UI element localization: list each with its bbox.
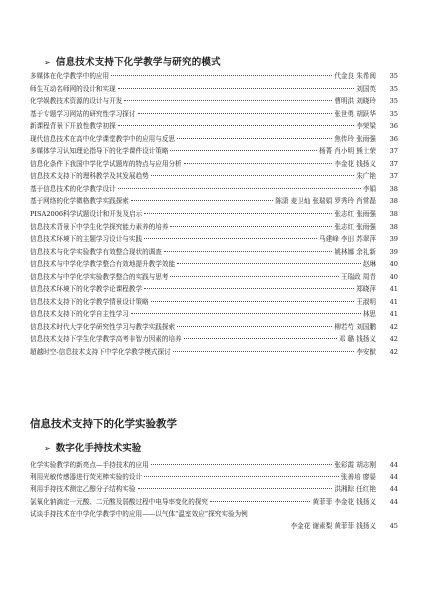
dot-leader: [177, 138, 332, 139]
entry-meta: [30, 520, 398, 532]
entry-authors: 李娟: [362, 184, 376, 193]
entry-authors: 邓 璐 钱扬义: [338, 335, 376, 344]
toc-entry[interactable]: [30, 95, 398, 108]
entry-authors: 代金良 朱希阅: [334, 72, 376, 80]
section-heading-handheld-experiments: [44, 440, 141, 454]
dot-leader: [151, 464, 333, 465]
entry-authors: 张志红 张雨强: [334, 210, 376, 219]
entry-page: 40: [389, 272, 398, 281]
dot-leader: [184, 163, 333, 164]
entry-page: 35: [389, 109, 398, 118]
arrow-bullet-icon: ➢: [44, 444, 51, 453]
entry-title: 基于网络的化学微格教学实践探索: [30, 197, 129, 206]
entry-page: 37: [389, 147, 398, 156]
entry-page: 44: [389, 497, 398, 506]
toc-entry[interactable]: [30, 271, 398, 284]
entry-page: 42: [389, 348, 398, 357]
entry-title: 信息技术与中学化学教学整合有效地提升教学效能: [30, 260, 176, 269]
entry-authors: 郑晓萍: [356, 285, 376, 294]
entry-title: 信息技术支持下的化学教学情景设计策略: [30, 297, 149, 306]
dot-leader: [170, 226, 332, 227]
toc-entry[interactable]: [30, 308, 398, 321]
toc-entry[interactable]: [30, 258, 398, 271]
entry-page: 39: [389, 235, 398, 244]
dot-leader: [138, 488, 333, 489]
entry-title: 信息化条件下我国中学化学试题库的特点与应用分析: [30, 159, 182, 168]
entry-title: 化学实验教学的新亮点—手持技术的应用: [30, 461, 149, 469]
entry-title: 利用光敏传感器进行荧光棒实验的设计: [30, 473, 143, 482]
dot-leader: [118, 188, 361, 189]
dot-leader: [124, 100, 332, 101]
entry-authors: 马建峰 李田 苏翠萍: [319, 235, 376, 244]
toc-entry[interactable]: [30, 221, 398, 234]
entry-authors: 赵琳: [362, 260, 376, 269]
entry-title: 信息技术支持下学生化学教学高考非智力因素的培养: [30, 335, 182, 344]
toc-entry[interactable]: [30, 183, 398, 196]
toc-entry[interactable]: [30, 333, 398, 346]
dot-leader: [131, 313, 361, 314]
entry-title: 试谈手持技术在中学化学教学中的应用——以气体“温室效应”探究实验为例: [30, 509, 248, 518]
chapter-heading-experiment-teaching: 信息技术支持下的化学实验教学: [30, 418, 177, 430]
dot-leader: [173, 351, 355, 352]
entry-page: 42: [389, 322, 398, 331]
toc-entry[interactable]: [30, 195, 398, 208]
dot-leader: [177, 263, 361, 264]
entry-authors: 黄菲菲 李金花 钱扬义: [312, 497, 376, 506]
toc-entry[interactable]: [30, 321, 398, 334]
entry-page: 41: [389, 297, 398, 306]
section-heading-text: 信息技术支持下化学教学与研究的模式: [55, 57, 221, 68]
entry-title: PISA2006科学试题设计和开发及启示: [30, 210, 143, 219]
section-heading-text: 数字化手持技术实验: [55, 443, 142, 454]
entry-authors: 李金花 钱扬义: [334, 159, 376, 168]
dot-leader: [151, 175, 355, 176]
toc-entry[interactable]: [30, 471, 398, 483]
entry-page: 38: [389, 184, 398, 193]
toc-entry[interactable]: [30, 133, 398, 146]
dot-leader: [210, 501, 310, 502]
dot-leader: [184, 338, 337, 339]
entry-authors: 刘国英: [356, 84, 376, 93]
toc-entry[interactable]: [30, 120, 398, 133]
entry-page: 41: [389, 285, 398, 294]
entry-authors: 李金花 谢素梨 黄菲菲 钱扬义: [290, 521, 376, 530]
entry-authors: 张志红 张雨强: [334, 222, 376, 231]
dot-leader: [111, 75, 332, 76]
dot-leader: [170, 150, 317, 151]
dot-leader: [131, 200, 273, 201]
entry-authors: 林思: [362, 310, 376, 319]
entry-page: 42: [389, 335, 398, 344]
dot-leader: [118, 125, 355, 126]
dot-leader: [144, 213, 332, 214]
entry-title: 多媒体学习认知理论指导下的化学课件设计策略: [30, 147, 169, 156]
entry-title: 师生互动名师网的设计和实现: [30, 84, 116, 93]
entry-title: 现代信息技术在高中化学课堂教学中的应用与反思: [30, 134, 176, 143]
entry-page: 38: [389, 210, 398, 219]
toc-entry[interactable]: [30, 83, 398, 96]
entry-page: 39: [389, 247, 398, 256]
entry-title: 信息技术环境下的化学教学论课程教学: [30, 285, 143, 294]
entry-title: 信息技术支持下的化学自主性学习: [30, 310, 129, 319]
entry-title: 信息技术时代大学化学研究性学习与教学实践探索: [30, 322, 176, 331]
toc-entry[interactable]: [30, 158, 398, 171]
toc-entry[interactable]: [30, 170, 398, 183]
toc-list-teaching-models: [30, 70, 398, 359]
entry-page: 37: [389, 172, 398, 181]
entry-page: 38: [389, 197, 398, 206]
entry-title: 基于专题学习网站的研究性学习探讨: [30, 109, 136, 118]
entry-authors: 张善培 廖晏: [340, 473, 376, 482]
toc-entry[interactable]: [30, 70, 398, 83]
toc-entry[interactable]: [30, 496, 398, 508]
entry-title: 信息技术与化学实验教学有效整合现状的调查: [30, 247, 162, 256]
dot-leader: [177, 326, 332, 327]
entry-authors: 王淑明: [356, 297, 376, 306]
entry-page: 38: [389, 222, 398, 231]
dot-leader: [144, 476, 339, 477]
entry-title: 利用手持技术测定乙醇分子结构实验: [30, 485, 136, 494]
entry-page: 35: [389, 97, 398, 106]
entry-title: 基于信息技术的化学教学设计: [30, 184, 116, 193]
toc-entry[interactable]: [30, 108, 398, 121]
entry-authors: 王瑞政 周青: [340, 272, 376, 281]
entry-page: 37: [389, 159, 398, 168]
entry-authors: 张世勇 胡跃华: [334, 109, 376, 118]
entry-page: 36: [389, 134, 398, 143]
entry-authors: 柳若芍 刘国鹏: [334, 322, 376, 331]
entry-page: 35: [389, 84, 398, 93]
entry-authors: 陈潇 麦卫灿 张瑞娟 罗秀玲 肖常磊: [275, 197, 376, 206]
entry-page: 44: [389, 461, 398, 469]
toc-entry[interactable]: [30, 208, 398, 221]
entry-page: 36: [389, 122, 398, 131]
entry-authors: 张彩霞 胡志刚: [334, 461, 376, 469]
toc-entry[interactable]: [30, 459, 398, 471]
section-heading-teaching-models: [44, 54, 221, 68]
entry-authors: 洪湘踪 任红艳: [334, 485, 376, 494]
entry-title: 氯氧化钠滴定一元酸、二元酸及弱酸过程中电导率变化的探究: [30, 497, 209, 506]
entry-authors: 姚林娜 余礼新: [334, 247, 376, 256]
entry-page: 44: [389, 485, 398, 494]
dot-leader: [144, 288, 354, 289]
toc-entry[interactable]: [30, 283, 398, 296]
dot-leader: [144, 238, 317, 239]
entry-page: 45: [389, 521, 398, 530]
entry-page: 35: [389, 72, 398, 80]
toc-entry[interactable]: [30, 508, 398, 530]
entry-title: 新课程背景下开放性教学初探: [30, 122, 116, 131]
dot-leader: [118, 88, 355, 89]
entry-title: 化学娱教技术资源的设计与开发: [30, 97, 123, 106]
dot-leader: [151, 301, 355, 302]
entry-title: 超越时空-信息技术支持下中学化学教学模式探讨: [30, 348, 171, 357]
entry-title: 信息技术背景下中学生化学探究能力素养的培养: [30, 222, 169, 231]
dot-leader: [138, 113, 333, 114]
toc-entry[interactable]: [30, 233, 398, 246]
dot-leader: [164, 251, 332, 252]
entry-page: 41: [389, 310, 398, 319]
entry-authors: 焦传玲 张雨强: [334, 134, 376, 143]
entry-authors: 李安猷: [356, 348, 376, 357]
toc-entry[interactable]: [30, 483, 398, 495]
entry-title: 信息技术与中学化学实验教学整合的实践与思考: [30, 272, 169, 281]
toc-list-handheld-experiments: [30, 459, 398, 530]
entry-authors: 杨菁 肖小明 熊士荣: [319, 147, 376, 156]
dot-leader: [170, 276, 338, 277]
entry-title: 多媒体在化学教学中的应用: [30, 72, 110, 80]
arrow-bullet-icon: ➢: [44, 58, 51, 67]
toc-entry[interactable]: [30, 346, 398, 359]
entry-title: 信息技术环境下的主题学习设计与实践: [30, 235, 143, 244]
entry-authors: 李荣梁: [356, 122, 376, 131]
toc-entry[interactable]: [30, 145, 398, 158]
entry-authors: 朱广艳: [356, 172, 376, 181]
toc-entry[interactable]: [30, 246, 398, 259]
entry-title: 信息技术支持下的理科教学及其发展趋势: [30, 172, 149, 181]
toc-entry[interactable]: [30, 296, 398, 309]
entry-page: 44: [389, 473, 398, 482]
entry-authors: 曹明洪 刘晓玲: [334, 97, 376, 106]
entry-page: 40: [389, 260, 398, 269]
